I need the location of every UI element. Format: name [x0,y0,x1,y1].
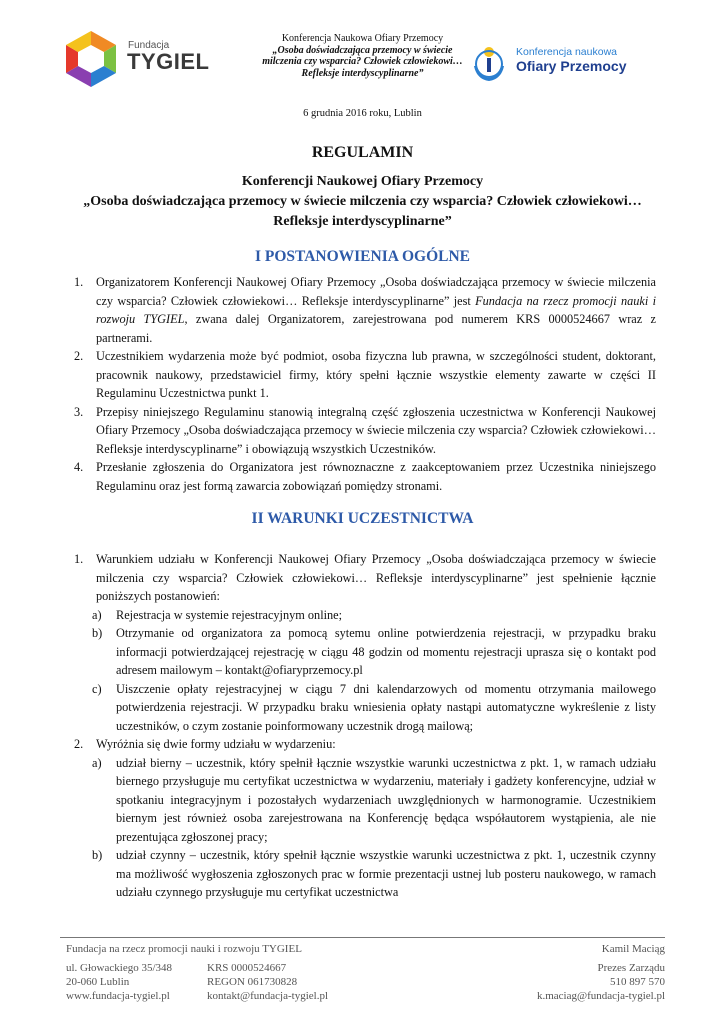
item-text-italic: Fundacja na rzecz promocji nauki i rozwoju TYGIEL [96,293,656,326]
sub-item-letter: a) [92,607,102,622]
sub-item [64,754,656,847]
ofiary-przemocy-logo [468,44,638,84]
footer-contact [537,961,665,1003]
sub-item-text: udział czynny – uczestnik, który spełnił łącznie wszystkie warunki uczestnictwa z pkt. 1, uczestnik czynny ma możliwość wygłoszenia zgłoszonych prac w formie prezentacji ustnej lub posteru naukowego, w ramach udziału czynnego przysługuje mu certyfikat uczestnictwa [116,848,656,899]
list-item [64,347,656,403]
date-location: 6 grudnia 2016 roku, Lublin [303,108,422,119]
item-text: Przepisy niniejszego Regulaminu stanowią integralną część zgłoszenia uczestnictwa w Konferencji Naukowej Ofiary Przemocy „Osoba doświadczająca przemocy w świecie milczenia czy wsparcia? Człowiek człowiekowi… Refleksje interdyscyplinarne” i obowiązują wszystkich Uczestników. [96,404,656,456]
section-1-heading: I POSTANOWIENIA OGÓLNE [254,248,471,265]
footer-address-line-2: 20-060 Lublin [66,976,130,988]
sub-item-text: Uiszczenie opłaty rejestracyjnej w ciągu 7 dni kalendarzowych od momentu otrzymania mailowego potwierdzenia rejestracji. W przypadku braku wniesienia opłaty nastąpi automatyczne wykreślenie z listy uczestników, o czym zostanie poinformowany uczestnik drogą mailową; [116,681,656,733]
list-item [64,458,656,495]
item-text-pre: Organizatorem Konferencji Naukowej Ofiary Przemocy „Osoba doświadczająca przemocy w świecie milczenia czy wsparcia? Człowiek człowiekowi… Refleksje interdyscyplinarne” jest [96,275,656,308]
conference-line: Konferencja Naukowa Ofiary Przemocy [281,33,444,44]
section-1-list [64,273,656,495]
list-item [64,403,656,459]
list-item [64,273,656,347]
item-number: 4. [74,460,84,474]
subtitle-line-3: Refleksje interdyscyplinarne” [273,214,452,229]
subtitle-line-1: Konferencji Naukowej Ofiary Przemocy [241,174,484,189]
logo-right-small-text: Konferencja naukowa [516,46,617,58]
sub-item [64,846,656,902]
item-number: 2. [74,737,84,751]
sub-item-text: udział bierny – uczestnik, który spełnił łącznie wszystkie warunki uczestnictwa z pkt. 1, w ramach udziału biernego przysługuje mu certyfikat uczestnictwa w wydarzeniu, materiały i gadżety konferencyjne, udział w spotkaniu integracyjnym i pozostałych wydarzeniach uwzględnionych w harmonogramie. Uczestnikiem biernym jest również osoba zarejestrowana na Konferencję będąca współautorem wystąpienia, ale nie prezentująca zgłoszonej pracy; [116,755,656,844]
sub-item-text: Otrzymanie od organizatora za pomocą sytemu online potwierdzenia rejestracji, w przypadku braku informacji potwierdzającej rejestrację w ciągu 48 godzin od momentu rejestracji uprasza się o kontakt pod adresem mailowym – kontakt@ofiaryprzemocy.pl [116,626,656,677]
sub-item-letter: c) [92,681,102,696]
logo-left-big-text: TYGIEL [127,49,210,74]
tygiel-logo-icon [60,28,122,90]
sub-item [64,680,656,736]
sub-item [64,624,656,680]
conference-header [255,33,470,79]
list-item [64,550,656,606]
item-text: Przesłanie zgłoszenia do Organizatora jest równoznaczne z zaakceptowaniem przez Uczestnika niniejszego Regulaminu oraz jest formą zawarcia zobowiązań pomiędzy stronami. [96,460,656,493]
footer-address-line-1: ul. Głowackiego 35/348 [66,962,173,974]
item-number: 3. [74,404,84,419]
item-number: 1. [74,552,84,566]
section-2-heading: II WARUNKI UCZESTNICTWA [251,510,474,527]
item-text: Warunkiem udziału w Konferencji Naukowej Ofiary Przemocy „Osoba doświadczająca przemocy w świecie milczenia czy wsparcia? Człowiek człowiekowi… Refleksje interdyscyplinarne” jest spełnienie łącznie poniższych postanowień: [96,552,656,603]
item-text: Uczestnikiem wydarzenia może być podmiot, osoba fizyczna lub prawna, w szczególności student, doktorant, pracownik naukowy, przedstawiciel firmy, który spełni łącznie wszystkie elementy zawarte w części II Regulaminu Uczestnictwa punkt 1. [96,349,656,400]
list-item [64,735,656,754]
page-subtitle [60,172,665,232]
item-number: 2. [74,349,84,363]
footer-person-email-link[interactable]: k.maciag@fundacja-tygiel.pl [536,990,665,1002]
sub-item [64,606,656,625]
footer-krs: KRS 0000524667 [207,962,287,974]
footer-person: Kamil Maciąg [601,943,665,955]
footer-phone: 510 897 570 [610,976,665,988]
footer-role: Prezes Zarządu [597,962,665,974]
hands-logo-icon [468,44,510,84]
section-2-list [64,550,656,902]
footer-www-link[interactable]: www.fundacja-tygiel.pl [66,990,170,1002]
fundacja-tygiel-logo [58,26,208,92]
page-title: REGULAMIN [311,144,414,161]
item-text-post: , zwana dalej Organizatorem, zarejestrowana pod numerem KRS 0000524667 wraz z partnerami. [96,312,656,345]
subtitle-line-2: „Osoba doświadczająca przemocy w świecie milczenia czy wsparcia? Człowiek człowiekowi… [83,194,642,209]
footer-address [66,961,172,1003]
sub-item-text: Rejestracja w systemie rejestracyjnym online; [116,607,343,622]
footer-org-email-link[interactable]: kontakt@fundacja-tygiel.pl [207,990,329,1002]
footer-regon: REGON 061730828 [207,976,298,988]
footer-divider [60,937,665,938]
item-text: Wyróżnia się dwie formy udziału w wydarzeniu: [96,737,336,751]
sub-item-letter: b) [92,848,103,862]
footer-registry [207,961,328,1003]
item-number: 1. [74,275,84,289]
logo-left-small-text: Fundacja [128,40,170,51]
logo-right-big-text: Ofiary Przemocy [516,58,627,74]
sub-item-letter: a) [92,755,102,770]
sub-item-letter: b) [92,626,103,640]
footer-org: Fundacja na rzecz promocji nauki i rozwoju TYGIEL [66,943,302,955]
conference-title: „Osoba doświadczająca przemocy w świecie milczenia czy wsparcia? Człowiek człowiekowi… Refleksje interdyscyplinarne” [262,44,463,79]
